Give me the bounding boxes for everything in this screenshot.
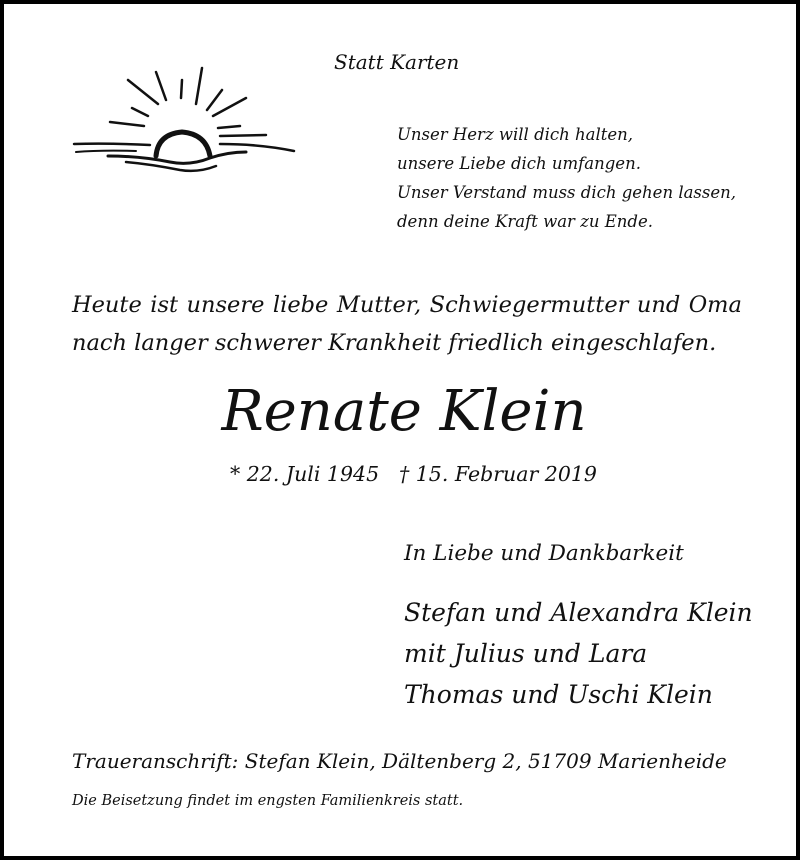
announcement-word: Mutter, [336,292,422,318]
announcement-word: Oma [688,292,742,318]
announcement-word: liebe [272,292,329,318]
burial-notice: Die Beisetzung findet im engsten Familienkreis statt. [72,793,464,809]
poem-line: denn deine Kraft war zu Ende. [397,212,653,231]
announcement-line-2: nach langer schwerer Krankheit friedlich eingeschlafen. [72,330,717,356]
announcement-word: Heute [72,292,142,318]
announcement-word: unsere [186,292,265,318]
sunrise-icon [70,64,300,179]
poem-line: unsere Liebe dich umfangen. [397,154,641,173]
family-line: Stefan und Alexandra Klein [404,598,753,627]
death-date: † 15. Februar 2019 [399,462,597,486]
family-signatures [404,592,753,715]
announcement-word: ist [150,292,179,318]
announcement-text [72,286,742,362]
announcement-line-1 [72,286,742,324]
closing-thanks: In Liebe und Dankbarkeit [404,541,684,566]
deceased-name: Renate Klein [221,379,587,444]
poem-line: Unser Herz will dich halten, [397,125,634,144]
birth-date: * 22. Juli 1945 [230,462,380,486]
poem [397,120,736,236]
family-line: mit Julius und Lara [404,639,648,668]
announcement-word: und [636,292,681,318]
statt-karten-label: Statt Karten [334,50,460,74]
poem-line: Unser Verstand muss dich gehen lassen, [397,183,736,202]
mourning-address: Traueranschrift: Stefan Klein, Dältenberg 2, 51709 Marienheide [72,749,727,773]
family-line: Thomas und Uschi Klein [404,680,713,709]
announcement-word: Schwiegermutter [429,292,629,318]
